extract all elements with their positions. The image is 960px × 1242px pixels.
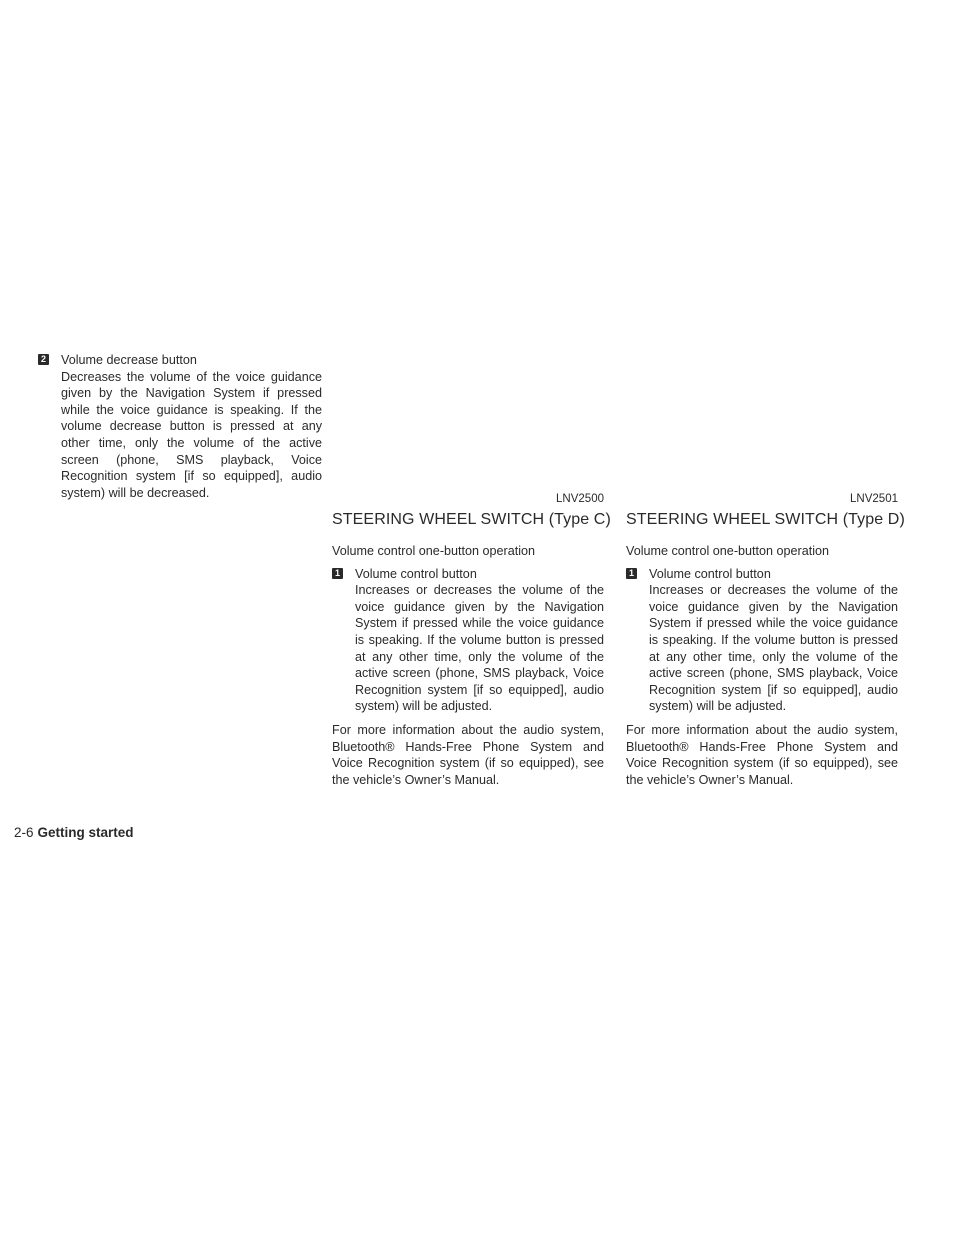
section-type-d <box>626 492 905 788</box>
section-heading-d: STEERING WHEEL SWITCH (Type D) <box>626 511 905 528</box>
page-footer <box>14 824 134 842</box>
item-number-badge: 1 <box>626 568 637 579</box>
section-intro-d: Volume control one-button operation <box>626 544 830 558</box>
item-description: Decreases the volume of the voice guidance given by the Navigation System if pressed while the voice guidance is speaking. If the volume decrease button is pressed at any other time, only the volume of the active screen (phone, SMS playback, Voice Recognition system [if so equipped], audio system) will be decreased. <box>61 369 322 500</box>
item-body <box>355 566 604 715</box>
left-column <box>38 352 322 501</box>
list-item-volume-control-c <box>332 566 604 715</box>
item-number-badge: 1 <box>332 568 343 579</box>
section-heading-c: STEERING WHEEL SWITCH (Type C) <box>332 511 611 528</box>
section-intro-c: Volume control one-button operation <box>332 544 536 558</box>
page-number: 2-6 <box>14 825 34 840</box>
item-body <box>61 352 322 501</box>
item-number-badge: 2 <box>38 354 49 365</box>
list-item-volume-control-d <box>626 566 898 715</box>
footer-section-name: Getting started <box>37 825 134 840</box>
item-description: Increases or decreases the volume of the voice guidance given by the Navigation System if pressed while the voice guidance is speaking. If the volume button is pressed at any other time, only the volume of the active screen (phone, SMS playback, Voice Recognition system [if so equipped], audio system) will be adjusted. <box>649 583 898 714</box>
figure-id-c: LNV2500 <box>556 493 604 505</box>
section-paragraph-c: For more information about the audio system, Bluetooth® Hands-Free Phone System and Voice Recognition system (if so equipped), see the vehicle’s Owner’s Manual. <box>332 722 604 787</box>
item-title: Volume control button <box>355 566 477 581</box>
item-title: Volume decrease button <box>61 353 197 367</box>
item-title: Volume control button <box>649 566 771 581</box>
section-type-c <box>332 492 611 788</box>
figure-id-d: LNV2501 <box>850 493 898 505</box>
list-item-volume-decrease <box>38 352 322 501</box>
item-body <box>649 566 898 715</box>
item-description: Increases or decreases the volume of the voice guidance given by the Navigation System if pressed while the voice guidance is speaking. If the volume button is pressed at any other time, only the volume of the active screen (phone, SMS playback, Voice Recognition system [if so equipped], audio system) will be adjusted. <box>355 583 604 714</box>
section-paragraph-d: For more information about the audio system, Bluetooth® Hands-Free Phone System and Voice Recognition system (if so equipped), see the vehicle’s Owner’s Manual. <box>626 722 898 787</box>
